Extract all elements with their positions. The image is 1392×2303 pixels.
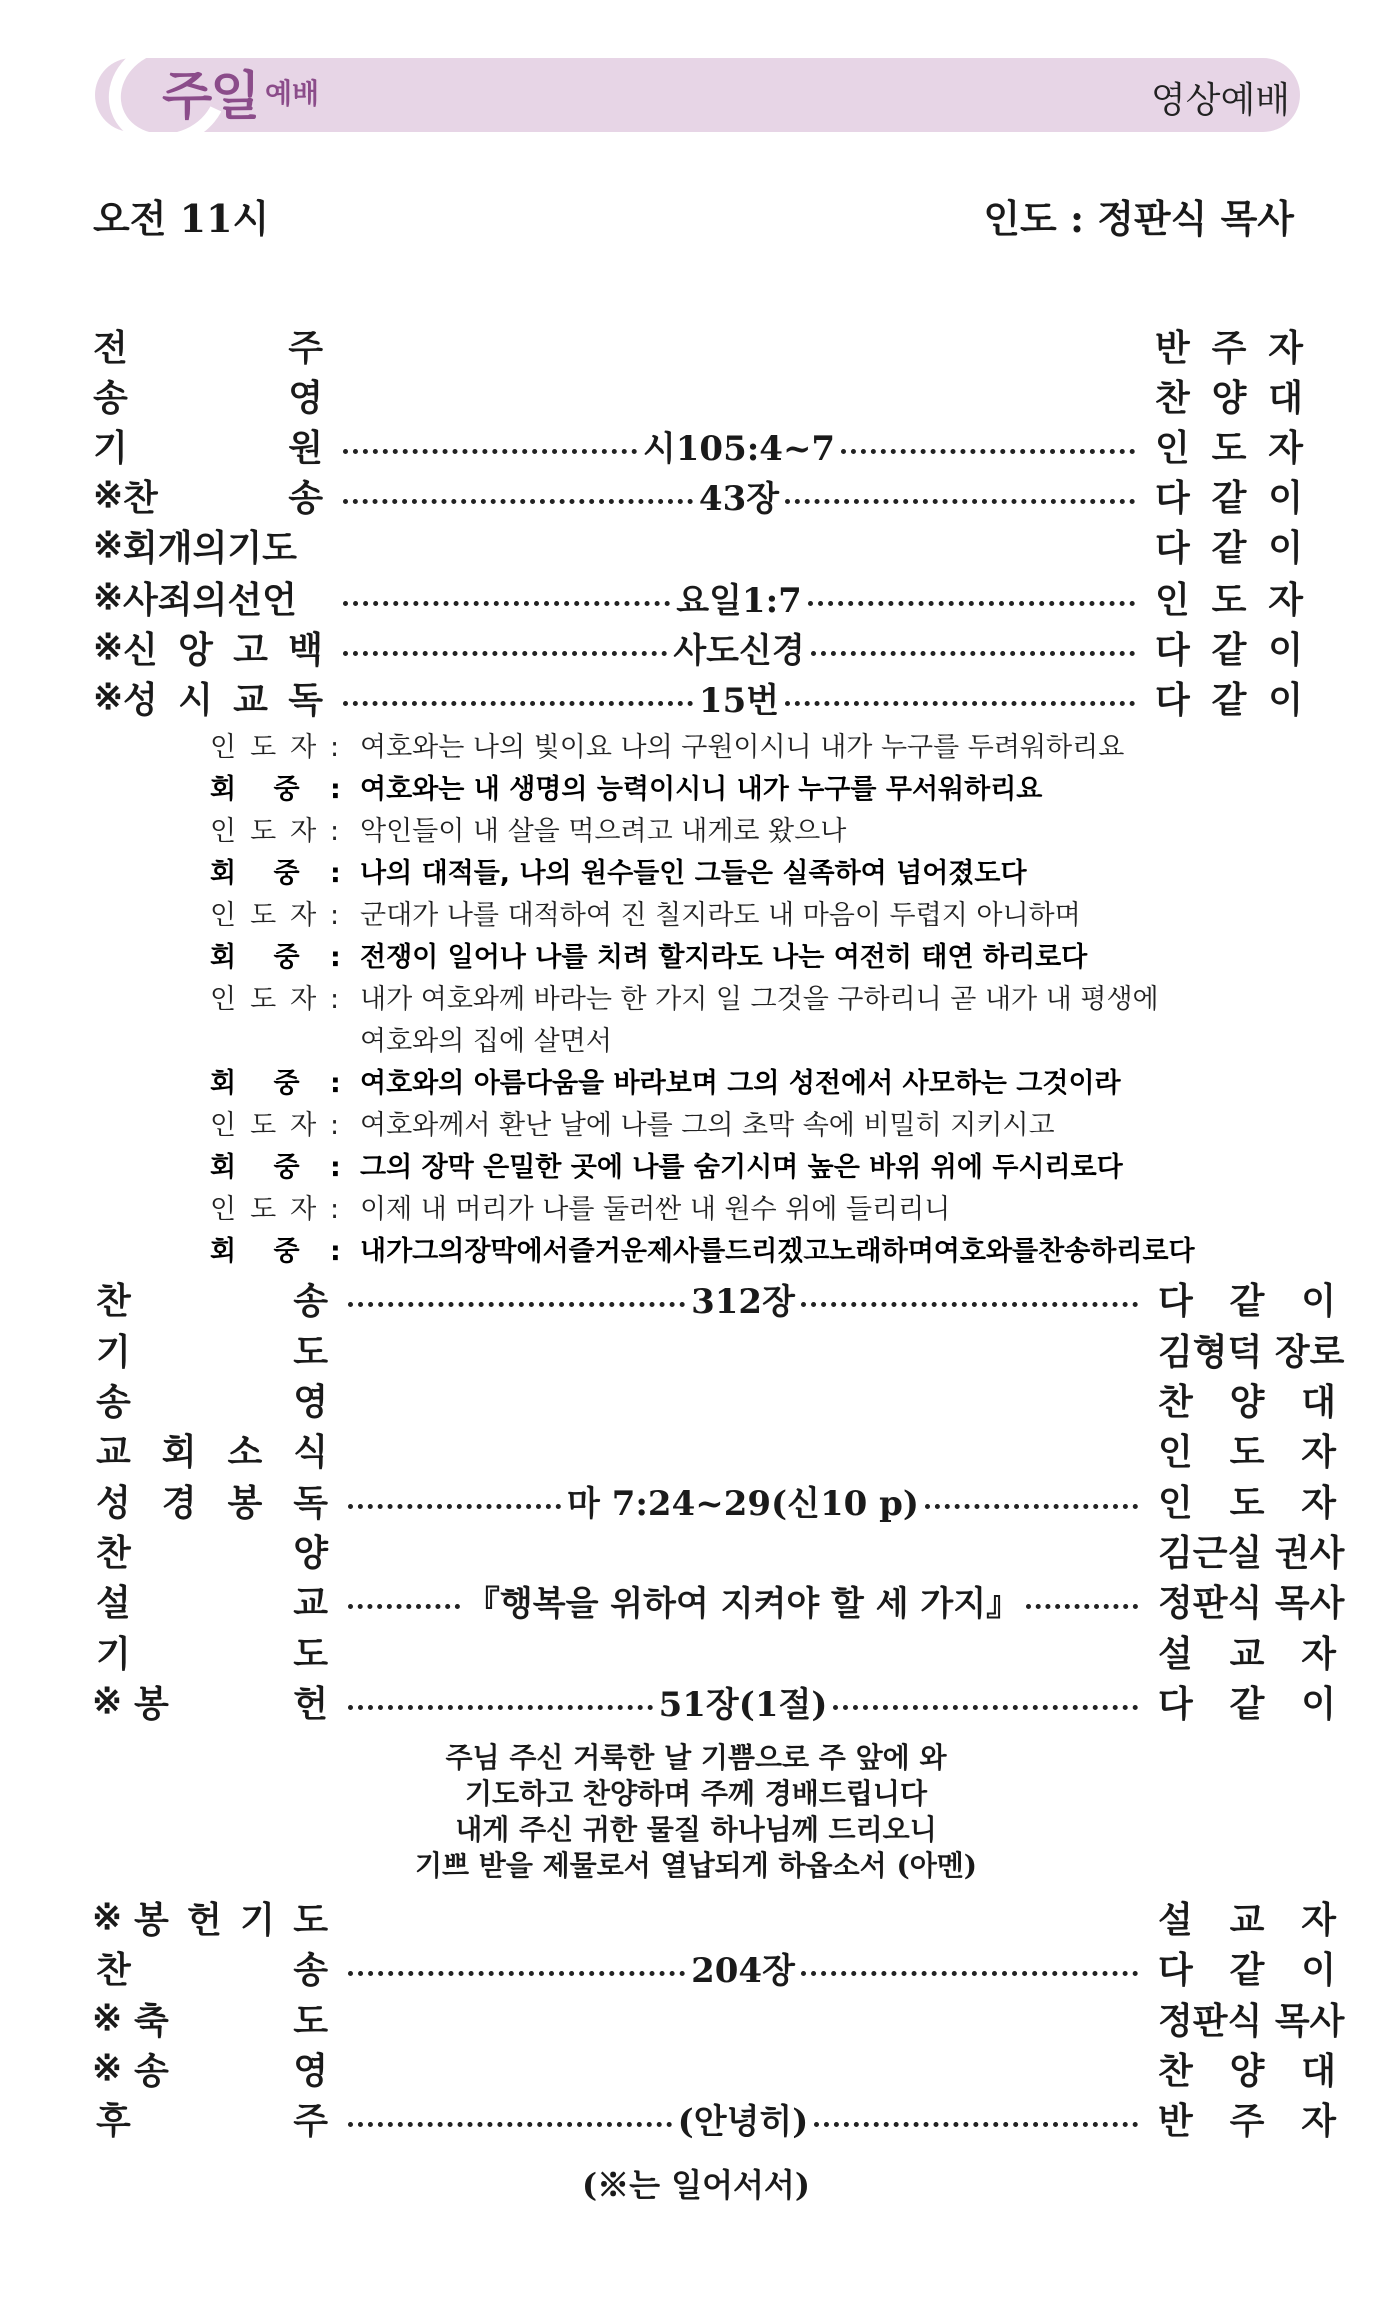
order-item-label: 교 회 소 식 [96, 1430, 328, 1473]
leader-dots [808, 601, 1135, 606]
footer-note: (※는 일어서서) [582, 2166, 810, 2204]
order-item-person: 정판식 목사 [1158, 1999, 1345, 2042]
order-item [96, 1575, 1345, 1625]
responsive-line [210, 1147, 1123, 1189]
order-item-label: 기 도 [96, 1632, 328, 1675]
order-item-person: 김형덕 장로 [1158, 1330, 1345, 1373]
order-item-person: 인 도 자 [1158, 1481, 1336, 1524]
responsive-speaker: 인도자 [210, 732, 331, 763]
hymn-line: 기도하고 찬양하며 주께 경배드립니다 [464, 1777, 927, 1810]
leader-dots [841, 449, 1135, 454]
order-item [96, 1374, 1336, 1424]
order-item [93, 470, 1303, 520]
responsive-line [210, 1231, 1195, 1273]
order-item [92, 2043, 1336, 2093]
responsive-speaker: 회 중 [210, 858, 314, 889]
standing-mark: ※ [92, 1896, 123, 1938]
order-item [96, 2093, 1336, 2143]
order-item [93, 672, 1303, 722]
standing-mark: ※ [93, 474, 124, 516]
order-item-person: 다 같 이 [1155, 628, 1303, 671]
order-item-person: 인 도 자 [1158, 1430, 1336, 1473]
hymn-line: 주님 주신 거룩한 날 기쁨으로 주 앞에 와 [445, 1741, 947, 1774]
standing-mark: ※ [92, 1680, 123, 1722]
responsive-text: 나의 대적들, 나의 원수들인 그들은 실족하여 넘어졌도다 [360, 858, 1027, 889]
order-item-label: 기 도 [96, 1330, 328, 1373]
order-item-detail: 『행복을 위하여 지켜야 할 세 가지』 [465, 1583, 1021, 1624]
responsive-speaker: 인도자 [210, 900, 331, 931]
standing-mark: ※ [93, 626, 124, 668]
order-item-label: 후 주 [96, 2099, 328, 2142]
order-item [96, 1525, 1345, 1575]
leader-dots [814, 2122, 1138, 2127]
responsive-line [210, 727, 1124, 769]
responsive-text: 그의 장막 은밀한 곳에 나를 숨기시며 높은 바위 위에 두시리로다 [360, 1152, 1123, 1183]
order-item-detail: 204장 [691, 1950, 795, 1991]
order-item-label: 신 앙 고 백 [123, 628, 323, 671]
responsive-text: 여호와는 내 생명의 능력이시니 내가 누구를 무서워하리요 [360, 774, 1043, 805]
logo-subtitle: 예배 [265, 77, 320, 110]
order-item-label: 회 개 의 기 도 [123, 526, 297, 569]
order-item-person: 다 같 이 [1158, 1948, 1336, 1991]
responsive-line [210, 769, 1042, 811]
order-item-detail: 마 7:24~29(신10 p) [567, 1483, 919, 1524]
order-item-label: 전 주 [93, 326, 323, 369]
order-item-person: 다 같 이 [1155, 476, 1303, 519]
responsive-line [210, 1063, 1121, 1105]
order-item [92, 1892, 1336, 1942]
hymn-line: 내게 주신 귀한 물질 하나님께 드리오니 [455, 1813, 937, 1846]
order-item-label: 송 영 [96, 1380, 328, 1423]
order-item-label: 사 죄 의 선 언 [123, 578, 297, 621]
speaker-colon: : [330, 858, 341, 889]
responsive-text: 여호와의 집에 살면서 [360, 1026, 612, 1057]
responsive-speaker: 인도자 [210, 1110, 331, 1141]
leader-dots [925, 1504, 1138, 1509]
leader-dots [785, 701, 1135, 706]
order-item-detail: 15번 [698, 680, 780, 721]
responsive-text: 여호와는 나의 빛이요 나의 구원이시니 내가 누구를 두려워하리요 [360, 732, 1125, 763]
standing-mark: ※ [93, 576, 124, 618]
standing-mark: ※ [93, 676, 124, 718]
speaker-colon: : [330, 1152, 341, 1183]
order-item-label: 송 영 [134, 2049, 328, 2092]
order-item-label: 찬 송 [96, 1279, 328, 1322]
order-item-label: 찬 송 [96, 1948, 328, 1991]
hymn-line: 기쁘 받을 제물로서 열납되게 하옵소서 (아멘) [414, 1849, 978, 1882]
speaker-colon: : [330, 984, 340, 1015]
leader-dots [343, 701, 693, 706]
leader-dots [343, 499, 693, 504]
responsive-line [210, 895, 1081, 937]
responsive-line [210, 853, 1027, 895]
banner-right-label: 영상예배 [1150, 80, 1290, 121]
order-item-person: 다 같 이 [1158, 1682, 1336, 1725]
speaker-colon: : [330, 1068, 341, 1099]
order-item-person: 찬 양 대 [1158, 1380, 1336, 1423]
speaker-colon: : [330, 1110, 340, 1141]
responsive-speaker: 인도자 [210, 984, 331, 1015]
order-item [96, 1273, 1336, 1323]
leader-dots [348, 2122, 672, 2127]
leader-dots [833, 1705, 1138, 1710]
leader-dots [343, 651, 667, 656]
order-item-person: 설 교 자 [1158, 1898, 1336, 1941]
responsive-text: 악인들이 내 살을 먹으려고 내게로 왔으나 [360, 816, 847, 847]
order-item [93, 520, 1303, 570]
leader-dots [348, 1971, 685, 1976]
order-item-person: 인 도 자 [1155, 578, 1303, 621]
order-item-detail: 51장(1절) [658, 1684, 828, 1725]
standing-mark: ※ [93, 524, 124, 566]
responsive-text: 군대가 나를 대적하여 진 칠지라도 내 마음이 두렵지 아니하며 [360, 900, 1081, 931]
order-item [92, 1676, 1336, 1726]
order-item-label: 찬 송 [123, 476, 323, 519]
responsive-text: 내가그의장막에서즐거운제사를드리겠고노래하며여호와를찬송하리로다 [360, 1236, 1195, 1267]
leader-dots [801, 1971, 1138, 1976]
responsive-text: 여호와께서 환난 날에 나를 그의 초막 속에 비밀히 지키시고 [360, 1110, 1055, 1141]
leader-dots [348, 1302, 685, 1307]
order-item-person: 정판식 목사 [1158, 1581, 1345, 1624]
responsive-line [210, 979, 1159, 1021]
responsive-line [210, 1189, 950, 1231]
order-item [93, 572, 1303, 622]
order-item [96, 1424, 1336, 1474]
service-time: 오전 11시 [93, 196, 270, 241]
order-item-person: 다 같 이 [1155, 526, 1303, 569]
standing-mark: ※ [92, 1997, 123, 2039]
order-item-label: 축 도 [134, 1999, 328, 2042]
order-item-label: 성 경 봉 독 [96, 1481, 328, 1524]
leader-dots [785, 499, 1135, 504]
order-item-label: 찬 양 [96, 1531, 328, 1574]
responsive-speaker: 회 중 [210, 942, 314, 973]
order-item-person: 반 주 자 [1155, 326, 1303, 369]
speaker-colon: : [330, 900, 340, 931]
order-item-person: 다 같 이 [1155, 678, 1303, 721]
logo-title: 주일 [162, 67, 259, 127]
responsive-line [210, 1105, 1055, 1147]
order-item-detail: 요일1:7 [676, 580, 802, 621]
order-item-person: 찬 양 대 [1155, 376, 1303, 419]
order-item-label: 설 교 [96, 1581, 328, 1624]
speaker-colon: : [330, 816, 340, 847]
responsive-speaker: 회 중 [210, 1152, 314, 1183]
responsive-speaker: 인도자 [210, 1194, 331, 1225]
order-item-detail: (안녕히) [677, 2101, 809, 2142]
order-item-person: 찬 양 대 [1158, 2049, 1336, 2092]
speaker-colon: : [330, 1236, 341, 1267]
order-item-label: 송 영 [93, 376, 323, 419]
responsive-speaker: 회 중 [210, 1068, 314, 1099]
responsive-speaker: 인도자 [210, 816, 331, 847]
responsive-text: 이제 내 머리가 나를 둘러싼 내 원수 위에 들리리니 [360, 1194, 951, 1225]
responsive-line [360, 1021, 612, 1063]
speaker-colon: : [330, 732, 340, 763]
order-item-detail: 312장 [691, 1281, 795, 1322]
responsive-text: 내가 여호와께 바라는 한 가지 일 그것을 구하리니 곧 내가 내 평생에 [360, 984, 1159, 1015]
order-item-detail: 43장 [698, 478, 780, 519]
order-item-label: 봉 헌 [134, 1682, 328, 1725]
order-item [96, 1942, 1336, 1992]
leader-dots [343, 449, 637, 454]
responsive-speaker: 회 중 [210, 774, 314, 805]
order-item-person: 반 주 자 [1158, 2099, 1336, 2142]
order-item-detail: 시105:4~7 [642, 428, 836, 469]
order-item-label: 봉 헌 기 도 [134, 1898, 328, 1941]
order-item [96, 1324, 1345, 1374]
order-item [93, 320, 1303, 370]
order-item [93, 420, 1303, 470]
order-item-person: 김근실 권사 [1158, 1531, 1345, 1574]
speaker-colon: : [330, 1194, 340, 1225]
responsive-line [210, 811, 846, 853]
order-item-person: 설 교 자 [1158, 1632, 1336, 1675]
order-item [93, 622, 1303, 672]
leader-dots [348, 1504, 561, 1509]
leader-dots [811, 651, 1135, 656]
order-item [96, 1626, 1336, 1676]
order-item-person: 다 같 이 [1158, 1279, 1336, 1322]
order-item [96, 1475, 1336, 1525]
responsive-text: 전쟁이 일어나 나를 치려 할지라도 나는 여전히 태연 하리로다 [360, 942, 1088, 973]
order-item [93, 370, 1303, 420]
order-item [92, 1993, 1345, 2043]
speaker-colon: : [330, 942, 341, 973]
order-item-detail: 사도신경 [673, 630, 805, 671]
leader-dots [801, 1302, 1138, 1307]
leader-dots [348, 1705, 653, 1710]
leader-dots [343, 601, 670, 606]
leader-dots [348, 1604, 460, 1609]
responsive-speaker: 회 중 [210, 1236, 314, 1267]
leader-dots [1026, 1604, 1138, 1609]
service-leader: 인도 : 정판식 목사 [983, 196, 1294, 241]
order-item-label: 기 원 [93, 426, 323, 469]
responsive-line [210, 937, 1087, 979]
order-item-person: 인 도 자 [1155, 426, 1303, 469]
standing-mark: ※ [92, 2047, 123, 2089]
order-item-label: 성 시 교 독 [123, 678, 323, 721]
responsive-text: 여호와의 아름다움을 바라보며 그의 성전에서 사모하는 그것이라 [360, 1068, 1121, 1099]
speaker-colon: : [330, 774, 341, 805]
